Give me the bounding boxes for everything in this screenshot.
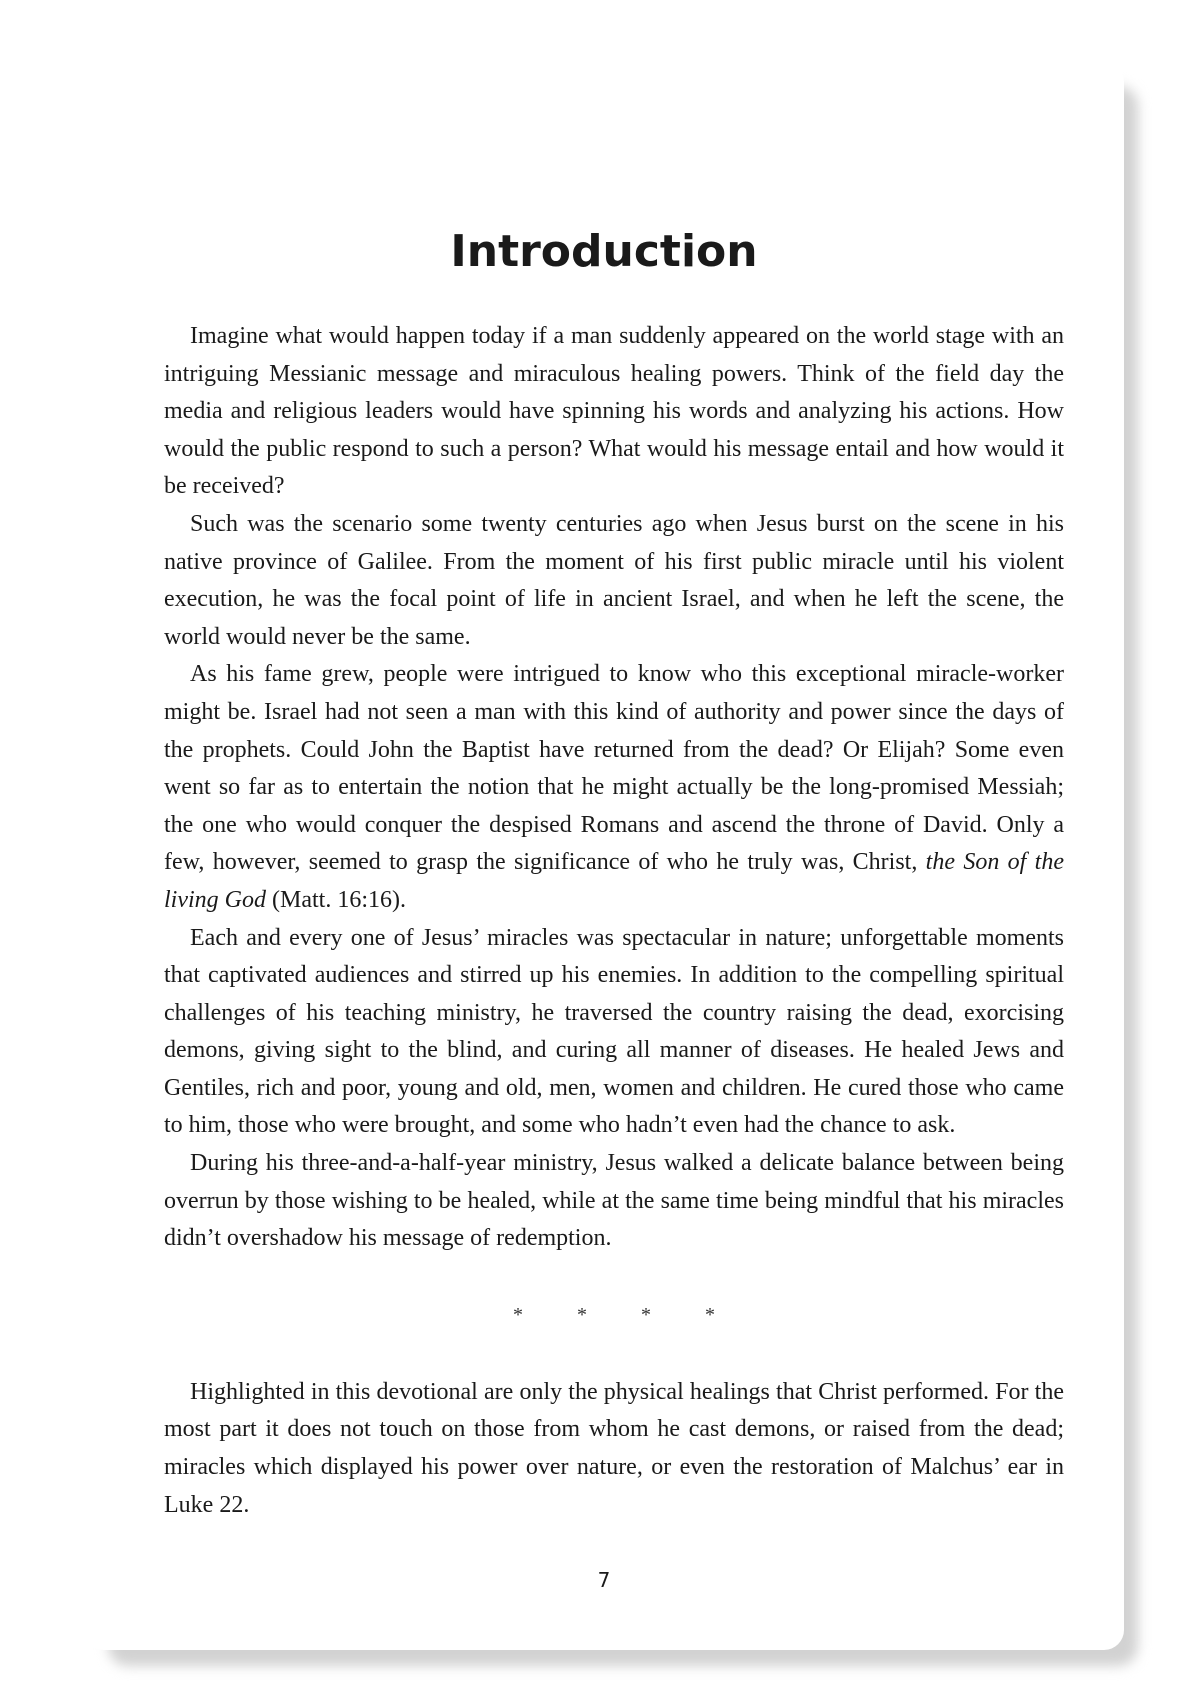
paragraph: Imagine what would happen today if a man suddenly appeared on the world stage with an intriguing Messianic message and miraculous healing powers. Think of the field day the media and religious leaders would have spinning his words and analyzing his actions. How would the public respond to such a person? What would his message entail and how would it be received? xyxy=(164,323,1064,500)
separator-star: * xyxy=(641,1303,651,1326)
chapter-title: Introduction xyxy=(450,226,758,277)
paragraph: Each and every one of Jesus’ miracles was spectacular in nature; unforgettable moments that captivated audiences and stirred up his enemies. In addition to the compelling spiritual challenges of his teaching ministry, he traversed the country raising the dead, exorcising demons, giving sight to the blind, and curing all manner of diseases. He healed Jews and Gentiles, rich and poor, young and old, men, women and children. He cured those who came to him, those who were brought, and some who hadn’t even had the chance to ask. xyxy=(164,924,1064,1139)
page-number: 7 xyxy=(597,1568,611,1592)
separator-star: * xyxy=(577,1303,587,1326)
separator-star: * xyxy=(513,1303,523,1326)
paragraph: Highlighted in this devotional are only the physical healings that Christ performed. For the most part it does not touch on those from whom he cast demons, or raised from the dead; miracles which displayed his power over nature, or even the restoration of Malchus’ ear in Luke 22. xyxy=(164,1378,1064,1518)
scripture-quote: the Son of the living God xyxy=(164,849,1064,913)
paragraph: Such was the scenario some twenty centuries ago when Jesus burst on the scene in his native province of Galilee. From the moment of his first public miracle until his violent execution, he was the focal point of life in ancient Israel, and when he left the scene, the world would never be the same. xyxy=(164,510,1064,650)
scripture-reference: (Matt. 16:16). xyxy=(266,886,406,913)
paragraph: During his three-and-a-half-year ministry, Jesus walked a delicate balance between being overrun by those wishing to be healed, while at the same time being mindful that his miracles didn’t overshadow his message of redemption. xyxy=(164,1150,1064,1252)
section-separator xyxy=(164,1300,1064,1330)
paragraph-text: As his fame grew, people were intrigued to know who this exceptional miracle-worker might be. Israel had not seen a man with this kind of authority and power since the days of the prophets. Could John the Baptist have returned from the dead? Or Elijah? Some even went so far as to entertain the notion that he might actually be the long-promised Messiah; the one who would conquer the despised Romans and ascend the throne of David. Only a few, however, seemed to grasp the significance of who he truly was, Christ, xyxy=(164,661,1064,876)
separator-star: * xyxy=(705,1303,715,1326)
paragraph xyxy=(164,656,1064,919)
book-page xyxy=(84,62,1124,1650)
body-text xyxy=(164,318,1064,1524)
